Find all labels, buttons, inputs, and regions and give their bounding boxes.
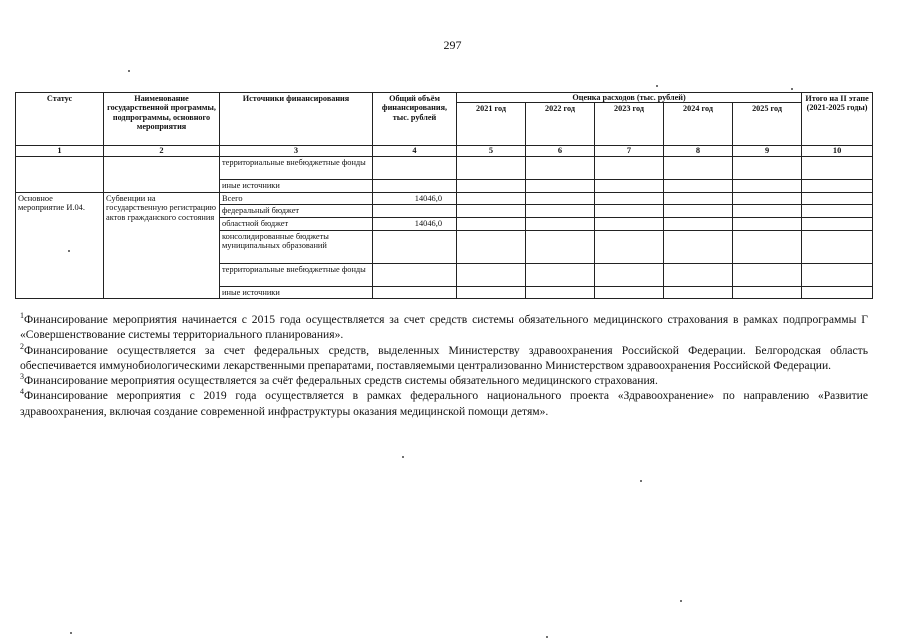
footnote-mark: 4 <box>20 387 24 397</box>
header-total: Общий объём финансирования, тыс. рублей <box>373 93 457 146</box>
header-status: Статус <box>16 93 104 146</box>
column-number: 8 <box>664 146 733 157</box>
column-number: 10 <box>802 146 873 157</box>
column-number-row <box>16 146 873 157</box>
column-number: 3 <box>220 146 373 157</box>
footnotes <box>20 312 868 419</box>
footnote-1 <box>20 312 868 343</box>
header-stage-total: Итого на II этапе (2021-2025 годы) <box>802 93 873 146</box>
scan-speck <box>791 88 793 90</box>
column-number: 6 <box>526 146 595 157</box>
name-cell: Субвенции на государственную регистрацию актов гражданского состояния <box>104 192 220 299</box>
scan-speck <box>402 456 404 458</box>
total-cell <box>373 205 457 218</box>
header-year: 2023 год <box>595 103 664 146</box>
scan-speck <box>128 70 130 72</box>
footnote-3 <box>20 373 868 388</box>
footnote-4 <box>20 388 868 419</box>
total-cell <box>373 286 457 299</box>
source-cell: иные источники <box>220 180 373 193</box>
total-cell: 14046,0 <box>373 192 457 205</box>
source-cell: территориальные внебюджетные фонды <box>220 157 373 180</box>
footnote-text: Финансирование мероприятия с 2019 года осуществляется в рамках федерального национального проекта «Здравоохранение» по направлению «Развитие здравоохранения, включая создание современной инфраструктуры оказания медицинской помощи детям». <box>20 389 868 418</box>
header-sources: Источники финансирования <box>220 93 373 146</box>
page-number: 297 <box>443 38 462 52</box>
total-cell <box>373 180 457 193</box>
table-row <box>16 157 873 180</box>
header-year: 2024 год <box>664 103 733 146</box>
footnote-mark: 1 <box>20 311 24 320</box>
header-estimate: Оценка расходов (тыс. рублей) <box>457 93 802 103</box>
scan-speck <box>640 480 642 482</box>
scan-speck <box>656 85 658 87</box>
scan-speck <box>680 600 682 602</box>
footnote-text: Финансирование мероприятия осуществляется за счёт федеральных средств системы обязательного медицинского страхования. <box>24 374 658 388</box>
source-cell: Всего <box>220 192 373 205</box>
source-cell: иные источники <box>220 286 373 299</box>
header-year: 2021 год <box>457 103 526 146</box>
source-cell: федеральный бюджет <box>220 205 373 218</box>
status-cell-empty <box>16 157 104 193</box>
column-number: 1 <box>16 146 104 157</box>
column-number: 9 <box>733 146 802 157</box>
footnote-mark: 3 <box>20 372 24 382</box>
total-cell <box>373 157 457 180</box>
column-number: 4 <box>373 146 457 157</box>
footnote-text: Финансирование мероприятия начинается с 2015 года осуществляется за счет средств системы обязательного медицинского страхования в рамках подпрограммы Г «Совершенствование системы территориального планирования». <box>20 313 868 342</box>
status-cell: Основное мероприятие И.04. <box>16 192 104 299</box>
header-name: Наименование государственной программы, подпрограммы, основного мероприятия <box>104 93 220 146</box>
source-cell: территориальные внебюджетные фонды <box>220 263 373 286</box>
total-cell: 14046,0 <box>373 218 457 231</box>
scan-speck <box>68 250 70 252</box>
table-row <box>16 192 873 205</box>
footnote-mark: 2 <box>20 341 24 351</box>
column-number: 7 <box>595 146 664 157</box>
scan-speck <box>70 632 72 634</box>
scan-speck <box>546 636 548 638</box>
financing-table <box>15 92 873 299</box>
column-number: 5 <box>457 146 526 157</box>
source-cell: областной бюджет <box>220 218 373 231</box>
footnote-2 <box>20 343 868 374</box>
source-cell: консолидированные бюджеты муниципальных образований <box>220 230 373 263</box>
header-year: 2025 год <box>733 103 802 146</box>
name-cell-empty <box>104 157 220 193</box>
column-number: 2 <box>104 146 220 157</box>
total-cell <box>373 263 457 286</box>
total-cell <box>373 230 457 263</box>
footnote-text: Финансирование осуществляется за счет федеральных средств, выделенных Министерству здравоохранения Российской Федерации. Белгородская область обеспечивается иммунобиологическими лекарственными препаратами, поставляемыми централизованно Министерством здравоохранения Российской Федерации. <box>20 343 868 372</box>
header-year: 2022 год <box>526 103 595 146</box>
header-row <box>16 93 873 103</box>
